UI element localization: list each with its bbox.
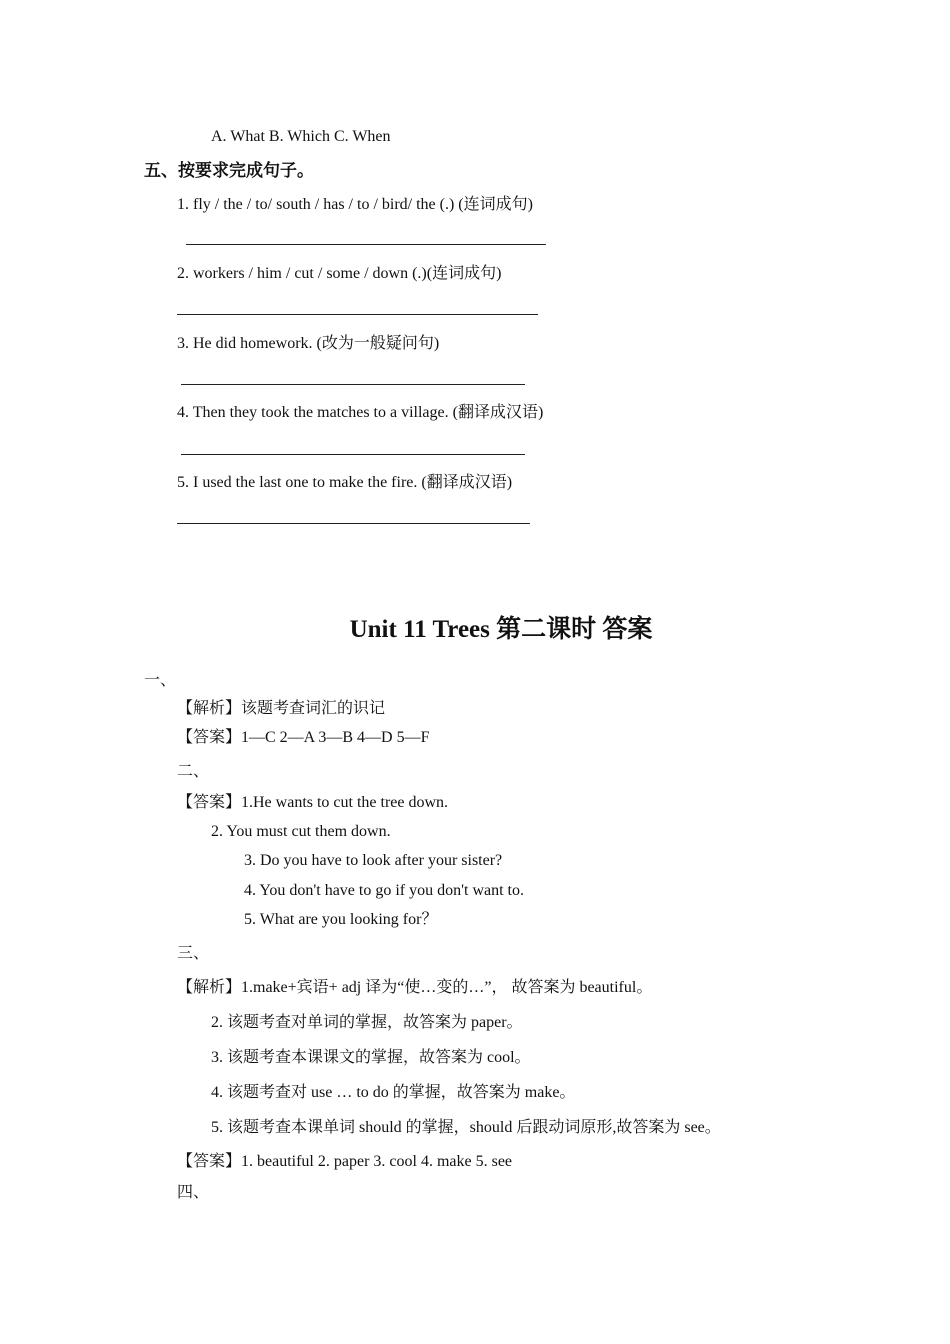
section-5-item-1: 1. fly / the / to/ south / has / to / bird/ the (.) (连词成句) (177, 196, 533, 213)
part-3-analysis-2: 2. 该题考查对单词的掌握，故答案为 paper。 (211, 1014, 523, 1031)
part-2-line-4: 4. You don't have to go if you don't want to. (244, 882, 524, 899)
part-1-answer: 【答案】1—C 2—A 3—B 4—D 5—F (177, 729, 430, 746)
section-5-item-5: 5. I used the last one to make the fire. (翻译成汉语) (177, 474, 513, 491)
answer-line-2 (177, 314, 538, 315)
section-5-item-3: 3. He did homework. (改为一般疑问句) (177, 335, 440, 352)
answers-title: Unit 11 Trees 第二课时 答案 (349, 616, 653, 643)
part-2-answer: 【答案】1.He wants to cut the tree down. (177, 794, 449, 811)
part-3-analysis-3: 3. 该题考查本课课文的掌握，故答案为 cool。 (211, 1049, 531, 1066)
part-3-analysis-4: 4. 该题考查对 use … to do 的掌握，故答案为 make。 (211, 1084, 576, 1101)
answer-line-4 (181, 454, 525, 455)
question-options: A. What B. Which C. When (211, 128, 391, 145)
part-2-number: 二、 (177, 763, 210, 780)
part-3-analysis-5: 5. 该题考查本课单词 should 的掌握，should 后跟动词原形,故答案为 see。 (211, 1119, 721, 1136)
part-3-number: 三、 (177, 945, 210, 962)
part-4-number: 四、 (177, 1184, 210, 1201)
part-2-line-5: 5. What are you looking for？ (244, 911, 438, 928)
part-2-line-2: 2. You must cut them down. (211, 823, 391, 840)
section-5-heading: 五、按要求完成句子。 (144, 161, 314, 181)
part-2-line-3: 3. Do you have to look after your sister? (244, 852, 503, 869)
part-1-number: 一、 (144, 672, 177, 689)
part-1-analysis: 【解析】该题考查词汇的识记 (177, 700, 386, 717)
part-3-answer: 【答案】1. beautiful 2. paper 3. cool 4. make 5. see (177, 1153, 513, 1170)
answer-line-1 (186, 244, 546, 245)
answer-line-3 (181, 384, 525, 385)
answer-line-5 (177, 523, 530, 524)
section-5-item-4: 4. Then they took the matches to a village. (翻译成汉语) (177, 404, 544, 421)
part-3-analysis: 【解析】1.make+宾语+ adj 译为“使…变的…”， 故答案为 beautiful。 (177, 979, 653, 996)
section-5-item-2: 2. workers / him / cut / some / down (.)(连词成句) (177, 265, 502, 282)
